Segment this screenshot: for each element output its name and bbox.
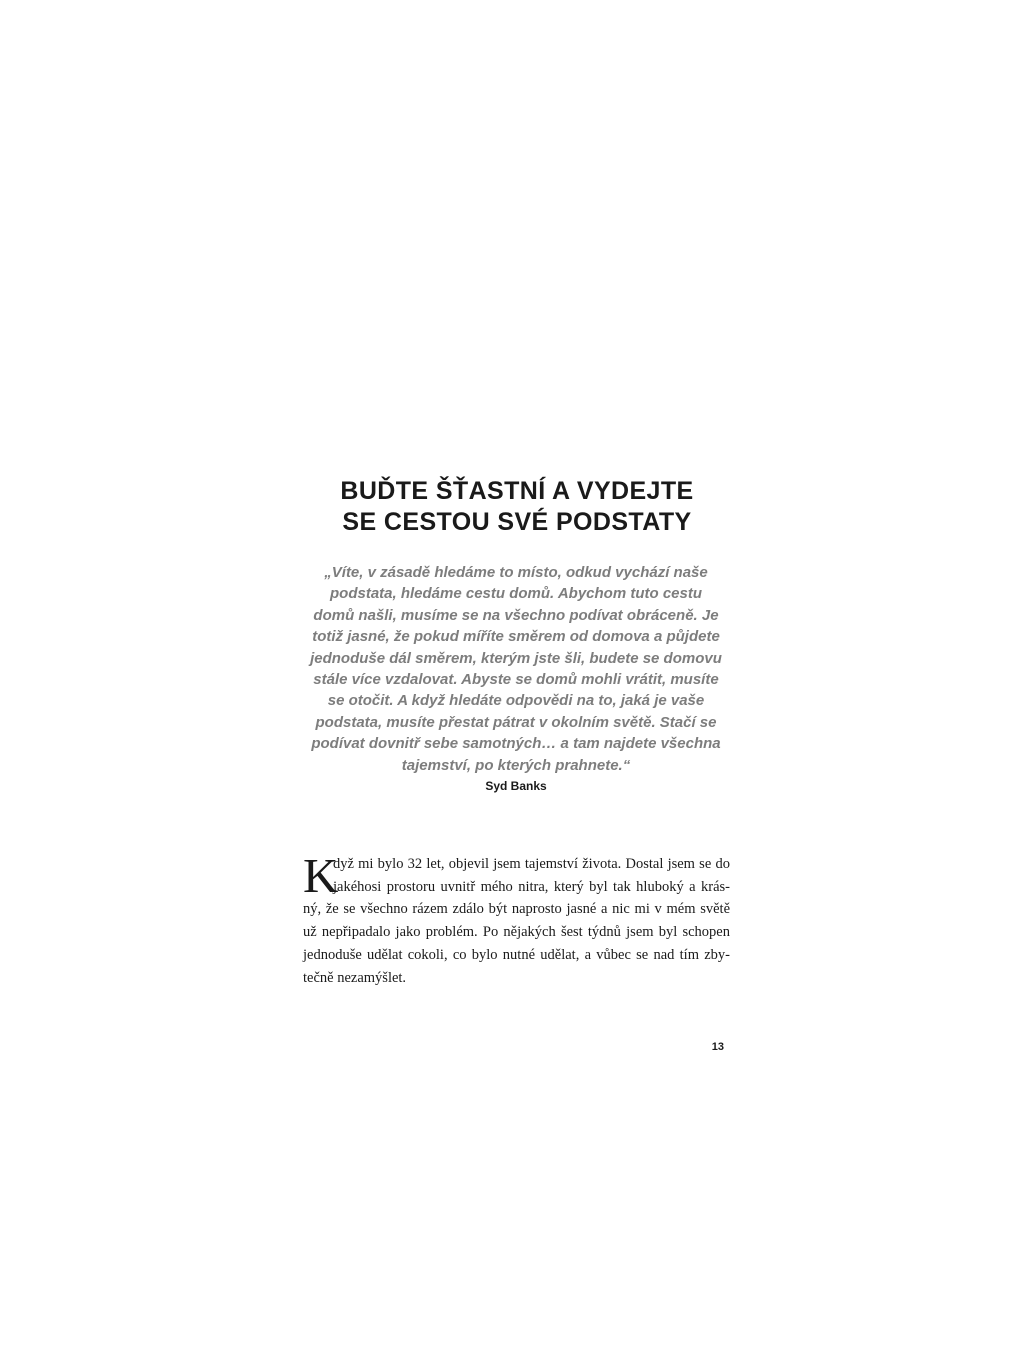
body-line: jednoduše udělat cokoli, co bylo nutné udělat, a vůbec se nad tím zby- — [303, 946, 730, 963]
epigraph-quote-line: podívat dovnitř sebe samotných… a tam najdete všechna — [311, 735, 721, 753]
epigraph-quote-line: se otočit. A když hledáte odpovědi na to, jaká je vaše — [327, 692, 705, 710]
body-line: dyž mi bylo 32 let, objevil jsem tajemství života. Dostal jsem se do — [333, 856, 730, 872]
chapter-title-line: BUĎTE ŠŤASTNÍ A VYDEJTE — [340, 477, 694, 505]
epigraph-quote-line: jednoduše dál směrem, kterým jste šli, budete se domovu — [310, 649, 722, 667]
body-line: ný, že se všechno rázem zdálo být naprosto jasné a nic mi v mém světě — [303, 901, 730, 918]
epigraph-quote-line: totiž jasné, že pokud míříte směrem od domova a půjdete — [312, 628, 720, 646]
epigraph-quote — [296, 562, 736, 776]
chapter-title — [262, 476, 772, 538]
drop-cap: K — [303, 848, 339, 903]
body-line: tečně nezamýšlet. — [303, 969, 407, 986]
epigraph-author: Syd Banks — [485, 779, 547, 794]
epigraph-quote-line: tajemství, po kterých prahnete.“ — [401, 756, 631, 774]
epigraph — [296, 562, 736, 794]
page-number: 13 — [711, 1041, 724, 1053]
chapter-title-line: SE CESTOU SVÉ PODSTATY — [342, 508, 692, 536]
body-line: už nepřipadalo jako problém. Po nějakých šest týdnů jsem byl schopen — [303, 924, 730, 941]
epigraph-quote-line: stále více vzdalovat. Abyste se domů mohli vrátit, musíte — [313, 671, 719, 689]
epigraph-quote-line: domů našli, musíme se na všechno podívat obráceně. Je — [313, 606, 719, 624]
body-line: jakéhosi prostoru uvnitř mého nitra, který byl tak hluboký a krás- — [333, 878, 730, 895]
body-paragraph — [303, 848, 730, 989]
epigraph-quote-line: podstata, musíte přestat pátrat v okolním světě. Stačí se — [315, 713, 717, 731]
epigraph-quote-line: podstata, hledáme cestu domů. Abychom tuto cestu — [330, 585, 702, 603]
epigraph-quote-line: „Víte, v zásadě hledáme to místo, odkud vychází naše — [324, 564, 708, 581]
